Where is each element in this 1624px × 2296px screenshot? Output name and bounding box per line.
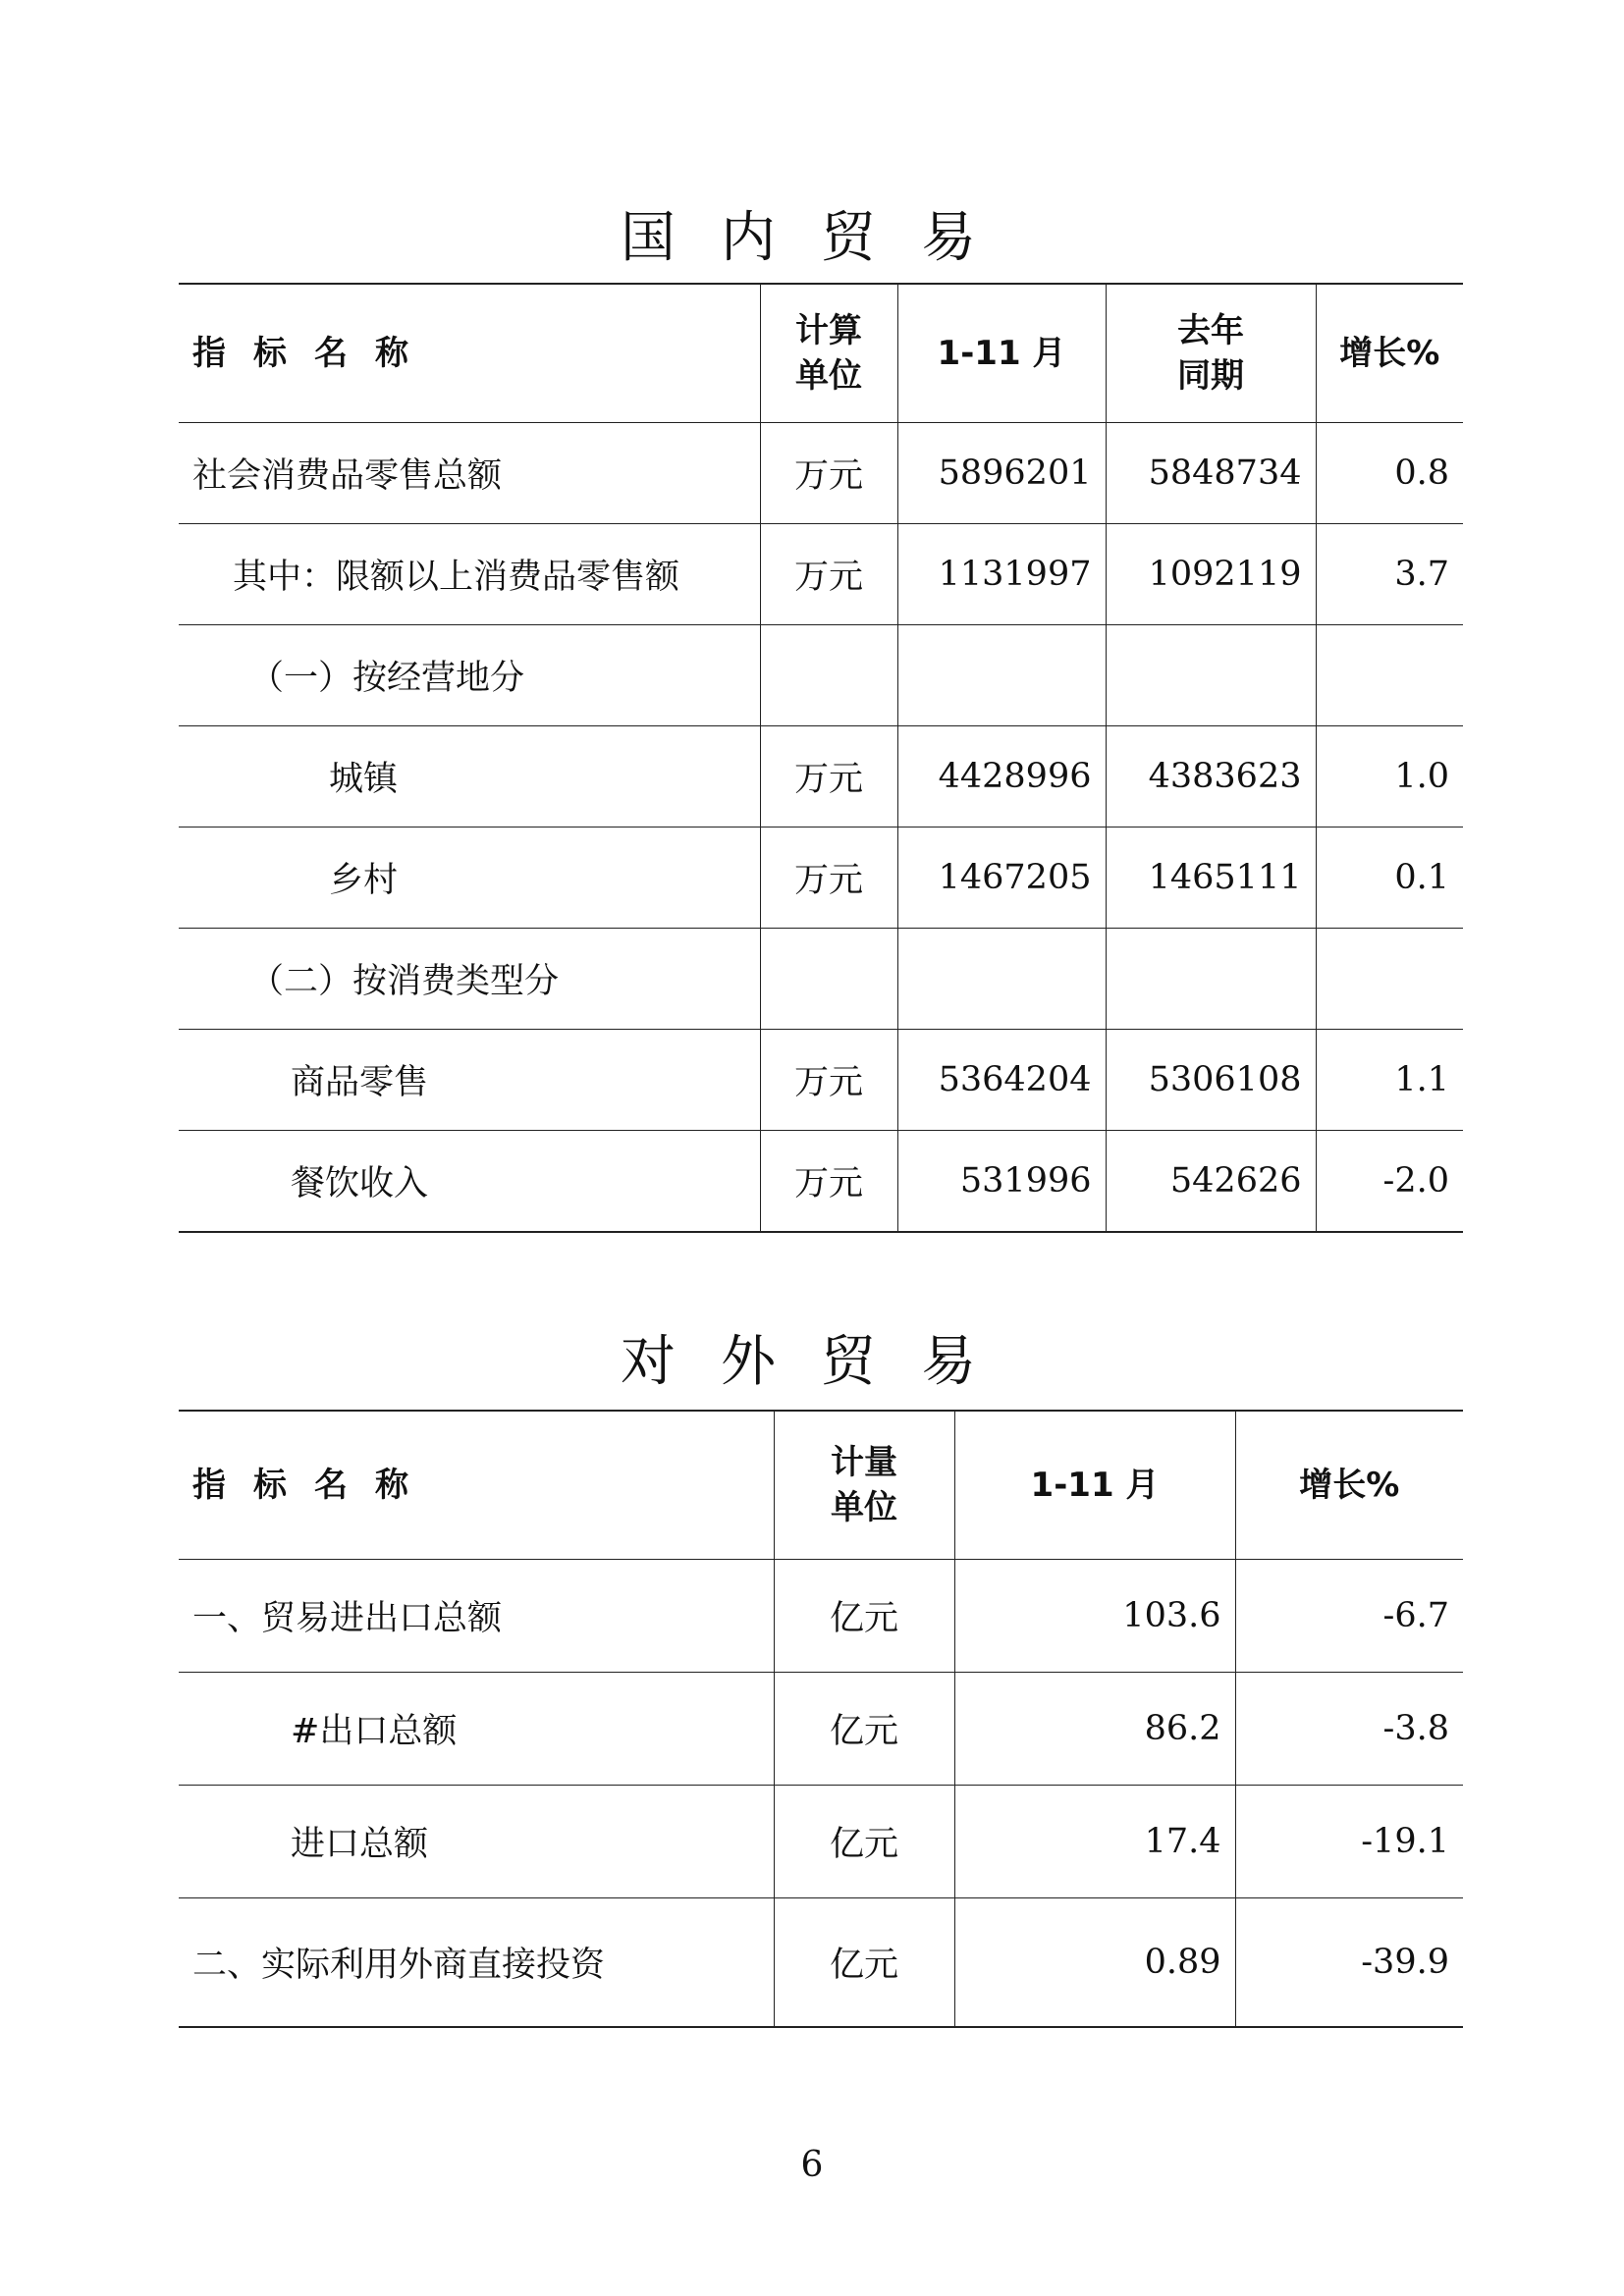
row-unit: 万元 xyxy=(760,1030,897,1131)
row-unit: 亿元 xyxy=(774,1673,954,1786)
row-growth: 0.1 xyxy=(1316,828,1463,929)
row-unit: 万元 xyxy=(760,524,897,625)
table-row xyxy=(179,1898,1463,2028)
row-unit xyxy=(760,625,897,726)
domestic-trade-title: 国内贸易 xyxy=(621,206,1021,270)
row-current xyxy=(897,929,1106,1030)
row-current: 1467205 xyxy=(897,828,1106,929)
row-current: 0.89 xyxy=(954,1898,1235,2028)
table-row xyxy=(179,726,1463,828)
row-current: 17.4 xyxy=(954,1786,1235,1898)
header-period: 1-11 月 xyxy=(954,1411,1235,1560)
row-current: 5896201 xyxy=(897,423,1106,524)
row-current: 103.6 xyxy=(954,1560,1235,1673)
table-row xyxy=(179,524,1463,625)
row-name: 乡村 xyxy=(179,828,760,929)
header-period: 1-11 月 xyxy=(897,284,1106,423)
header-unit-line1: 计量 xyxy=(831,1443,897,1482)
row-growth: -3.8 xyxy=(1235,1673,1463,1786)
table-row xyxy=(179,625,1463,726)
table-row xyxy=(179,1030,1463,1131)
row-previous: 1465111 xyxy=(1106,828,1316,929)
row-name: 城镇 xyxy=(179,726,760,828)
row-growth: -6.7 xyxy=(1235,1560,1463,1673)
row-previous xyxy=(1106,929,1316,1030)
row-name: （二）按消费类型分 xyxy=(179,929,760,1030)
row-previous xyxy=(1106,625,1316,726)
header-indicator-name: 指标名称 xyxy=(179,1411,774,1560)
row-unit xyxy=(760,929,897,1030)
row-previous: 5306108 xyxy=(1106,1030,1316,1131)
row-growth: 0.8 xyxy=(1316,423,1463,524)
table-header-row xyxy=(179,1411,1463,1560)
row-previous: 542626 xyxy=(1106,1131,1316,1233)
row-name: 一、贸易进出口总额 xyxy=(179,1560,774,1673)
header-growth: 增长% xyxy=(1316,284,1463,423)
row-unit: 万元 xyxy=(760,423,897,524)
header-unit xyxy=(760,284,897,423)
header-unit xyxy=(774,1411,954,1560)
row-unit: 万元 xyxy=(760,726,897,828)
row-name: （一）按经营地分 xyxy=(179,625,760,726)
table-row xyxy=(179,1131,1463,1233)
row-name: 二、实际利用外商直接投资 xyxy=(179,1898,774,2028)
row-growth xyxy=(1316,929,1463,1030)
row-previous: 4383623 xyxy=(1106,726,1316,828)
foreign-trade-title: 对外贸易 xyxy=(621,1330,1021,1394)
table-row xyxy=(179,929,1463,1030)
row-current: 1131997 xyxy=(897,524,1106,625)
header-previous-line2: 同期 xyxy=(1177,356,1244,396)
row-unit: 万元 xyxy=(760,828,897,929)
row-name: 社会消费品零售总额 xyxy=(179,423,760,524)
row-growth: -39.9 xyxy=(1235,1898,1463,2028)
row-previous: 5848734 xyxy=(1106,423,1316,524)
foreign-trade-table xyxy=(179,1410,1463,2028)
row-growth: 1.1 xyxy=(1316,1030,1463,1131)
page-number: 6 xyxy=(800,2145,824,2185)
row-growth: 3.7 xyxy=(1316,524,1463,625)
header-indicator-name: 指标名称 xyxy=(179,284,760,423)
row-current xyxy=(897,625,1106,726)
header-unit-line1: 计算 xyxy=(795,311,862,350)
header-previous-line1: 去年 xyxy=(1177,311,1244,350)
row-unit: 亿元 xyxy=(774,1786,954,1898)
header-previous-period xyxy=(1106,284,1316,423)
row-growth: -2.0 xyxy=(1316,1131,1463,1233)
row-current: 531996 xyxy=(897,1131,1106,1233)
row-name: 其中：限额以上消费品零售额 xyxy=(179,524,760,625)
table-row xyxy=(179,828,1463,929)
table-row xyxy=(179,1786,1463,1898)
row-name: 进口总额 xyxy=(179,1786,774,1898)
row-name: #出口总额 xyxy=(179,1673,774,1786)
row-current: 4428996 xyxy=(897,726,1106,828)
row-current: 5364204 xyxy=(897,1030,1106,1131)
table-header-row xyxy=(179,284,1463,423)
row-previous: 1092119 xyxy=(1106,524,1316,625)
row-unit: 万元 xyxy=(760,1131,897,1233)
row-growth: -19.1 xyxy=(1235,1786,1463,1898)
domestic-trade-table xyxy=(179,283,1463,1233)
header-unit-line2: 单位 xyxy=(831,1488,897,1527)
row-name: 餐饮收入 xyxy=(179,1131,760,1233)
row-current: 86.2 xyxy=(954,1673,1235,1786)
table-row xyxy=(179,423,1463,524)
row-unit: 亿元 xyxy=(774,1560,954,1673)
row-growth: 1.0 xyxy=(1316,726,1463,828)
table-row xyxy=(179,1560,1463,1673)
table-row xyxy=(179,1673,1463,1786)
row-unit: 亿元 xyxy=(774,1898,954,2028)
header-growth: 增长% xyxy=(1235,1411,1463,1560)
header-unit-line2: 单位 xyxy=(795,356,862,396)
row-name: 商品零售 xyxy=(179,1030,760,1131)
row-growth xyxy=(1316,625,1463,726)
